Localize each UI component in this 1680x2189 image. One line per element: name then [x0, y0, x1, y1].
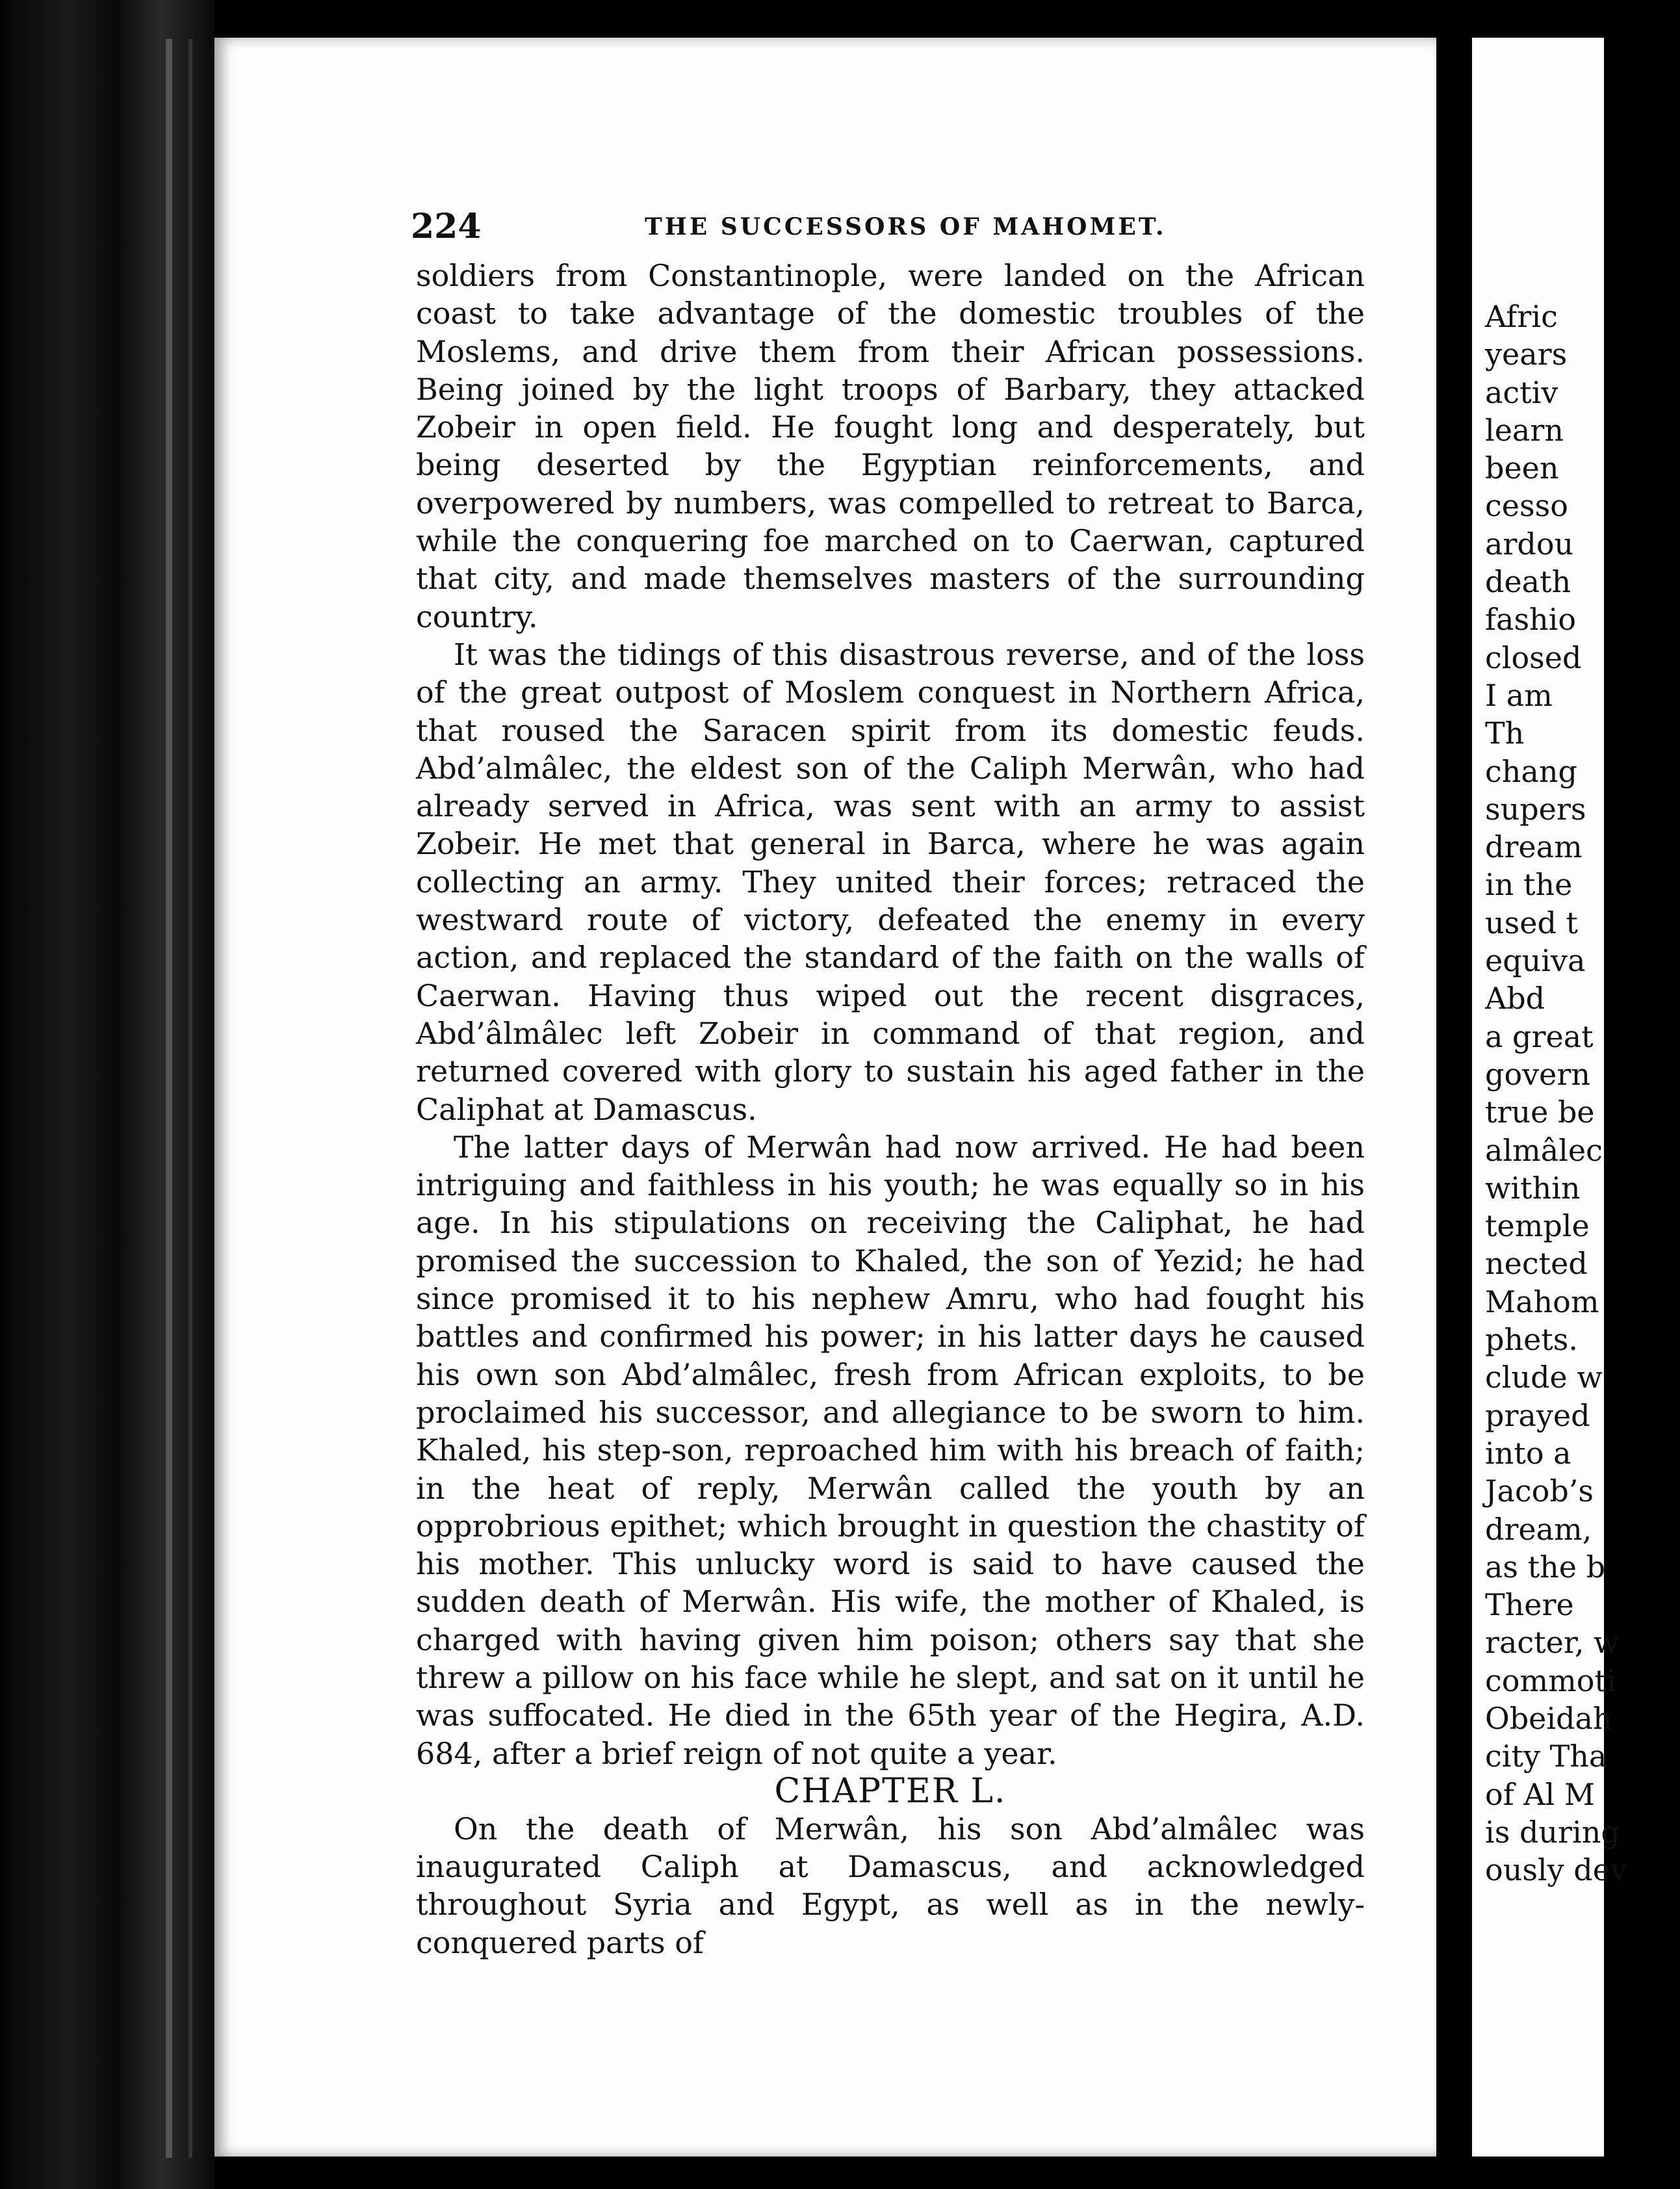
facing-page-line: learn [1485, 412, 1564, 448]
facing-page-line: supers [1485, 791, 1586, 827]
facing-page [1472, 38, 1627, 2157]
facing-page-line: of Al M [1485, 1776, 1595, 1812]
page-number: 224 [411, 207, 482, 246]
facing-page-line: death [1485, 564, 1571, 600]
facing-page-line: clude w [1485, 1360, 1603, 1395]
facing-page-line: almâlec [1485, 1132, 1603, 1168]
facing-page-line: true be [1485, 1094, 1595, 1130]
facing-page-line: nected [1485, 1246, 1588, 1282]
facing-page-line: cesso [1485, 488, 1568, 524]
page-gutter [1436, 0, 1472, 2189]
facing-page-line: in the [1485, 867, 1573, 903]
paragraph: soldiers from Constantinople, were landed on the African coast to take advantage of the domestic troubles of the Moslems, and drive them from their African possessions. Being joined by the light troops of Barbary, they attacked Zobeir in open field. He fought long and desperately, but being deserted by the Egyptian reinforcements, and overpowered by numbers, was compelled to retreat to Barca, while the conquering foe marched on to Caerwan, captured that city, and made themselves masters of the surrounding country. [416, 258, 1365, 634]
facing-page-line: equiva [1485, 943, 1586, 979]
paragraph: On the death of Merwân, his son Abd’almâlec was inaugurated Caliph at Damascus, and acknowledged throughout Syria and Egypt, as well as in the newly-conquered parts of [416, 1811, 1365, 1960]
book-spine [0, 0, 214, 2189]
facing-page-line: closed [1485, 640, 1582, 675]
facing-page-line: Mahom [1485, 1284, 1599, 1319]
facing-page-line: racter, w [1485, 1625, 1620, 1661]
facing-page-line: years [1485, 337, 1568, 372]
facing-page-line: as the b [1485, 1549, 1606, 1585]
facing-page-line: been [1485, 450, 1559, 486]
facing-page-line: dream, [1485, 1511, 1592, 1547]
running-title: THE SUCCESSORS OF MAHOMET. [645, 213, 1167, 240]
facing-page-line: activ [1485, 374, 1558, 410]
facing-page-line: Obeidah [1485, 1700, 1612, 1736]
facing-page-line: commoti [1485, 1663, 1616, 1698]
facing-page-line: Th [1485, 716, 1525, 751]
chapter-heading: CHAPTER L. [774, 1771, 1007, 1811]
facing-page-line: govern [1485, 1056, 1590, 1092]
paragraph: It was the tidings of this disastrous reverse, and of the loss of the great outpost of Moslem conquest in Northern Africa, that roused the Saracen spirit from its domestic feuds. Abd’almâlec, the eldest son of the Caliph Merwân, who had already served in Africa, was sent with an army to assist Zobeir. He met that general in Barca, where he was again collecting an army. They united their forces; retraced the westward route of victory, defeated the enemy in every action, and replaced the standard of the faith on the walls of Caerwan. Having thus wiped out the recent disgraces, Abd’âlmâlec left Zobeir in command of that region, and returned covered with glory to sustain his aged father in the Caliphat at Damascus. [416, 636, 1365, 1127]
facing-page-line: chang [1485, 753, 1577, 789]
facing-page-line: within [1485, 1170, 1581, 1206]
spine-edge [166, 39, 172, 2158]
paragraph: The latter days of Merwân had now arrived. He had been intriguing and faithless in his youth; he was equally so in his age. In his stipulations on receiving the Caliphat, he had promised the succession to Khaled, the son of Yezid; he had since promised it to his nephew Amru, who had fought his battles and confirmed his power; in his latter days he caused his own son Abd’almâlec, fresh from African exploits, to be proclaimed his successor, and allegiance to be sworn to him. Khaled, his step-son, reproached him with his breach of faith; in the heat of reply, Merwân called the youth by an opprobrious epithet; which brought in question the chastity of his mother. This unlucky word is said to have caused the sudden death of Merwân. His wife, the mother of Khaled, is charged with having given him poison; others say that she threw a pillow on his face while he slept, and sat on it until he was suffocated. He died in the 65th year of the Hegira, A.D. 684, after a brief reign of not quite a year. [416, 1129, 1365, 1771]
page-header [411, 207, 1373, 252]
facing-page-line: is during [1485, 1814, 1620, 1850]
facing-page-line: prayed [1485, 1397, 1590, 1433]
facing-page-line: a great [1485, 1018, 1594, 1054]
facing-page-line: Abd [1485, 981, 1545, 1017]
facing-page-line: phets. [1485, 1322, 1579, 1358]
facing-page-line: I am [1485, 677, 1553, 713]
facing-page-line: Jacob’s [1485, 1473, 1594, 1509]
facing-page-line: fashio [1485, 602, 1577, 638]
facing-page-line: Afric [1485, 299, 1558, 334]
facing-page-line: ardou [1485, 526, 1574, 562]
facing-page-line: used t [1485, 905, 1579, 940]
facing-page-line: ously dev [1485, 1852, 1627, 1888]
facing-page-line: into a [1485, 1435, 1571, 1471]
facing-page-text [1485, 298, 1680, 1889]
facing-page-line: temple [1485, 1208, 1590, 1244]
facing-page-line: city Tha [1485, 1739, 1607, 1774]
spine-edge [188, 39, 192, 2158]
main-text [416, 257, 1365, 1962]
facing-page-line: dream [1485, 829, 1583, 865]
facing-page-line: There [1485, 1587, 1574, 1623]
